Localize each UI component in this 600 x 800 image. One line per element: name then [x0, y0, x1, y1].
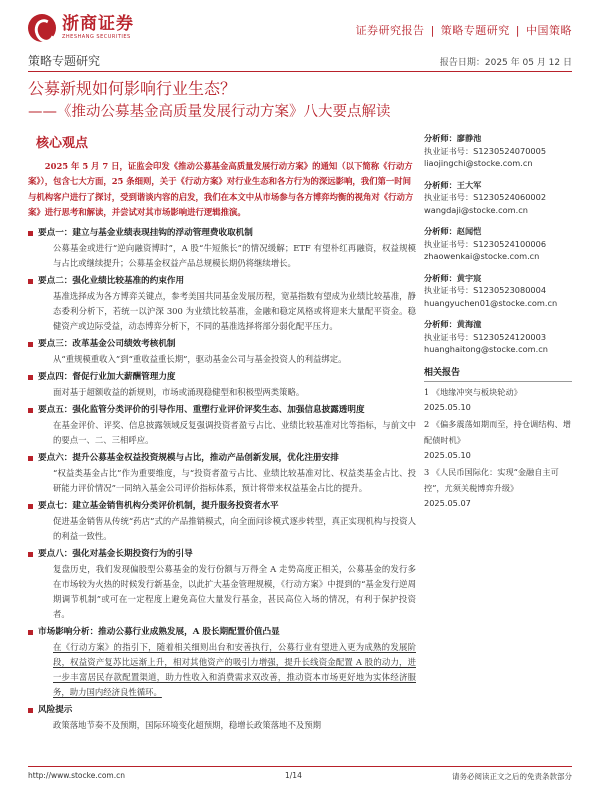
- key-point-body: 在《行动方案》的指引下，随着相关细则出台和安善执行，公募行业有望进入更为成熟的发展阶段，权益资产复苏比远渐上升，相对其他资产的吸引力增强，提升长线资金配置 A 股的动力，进一步丰富居民存款配置渠道，助力性收入和消费需求双改善，推动资本市场更好地为实体经济服务，助力国内经济良性循环。: [53, 642, 416, 698]
- disclaimer-note: 请务必阅读正文之后的免责条款部分: [452, 772, 572, 781]
- core-views-heading: 核心观点: [36, 136, 89, 151]
- analyst-cert-row: [424, 331, 572, 344]
- key-point-title: 要点三：改革基金公司绩效考核机制: [28, 337, 416, 352]
- analyst-name: 王大军: [456, 179, 482, 190]
- analyst-name-row: [424, 318, 572, 331]
- analyst-card: [424, 272, 572, 310]
- related-report-date: 2025.05.07: [424, 498, 471, 508]
- analyst-email[interactable]: wangdaji@stocke.com.cn: [424, 204, 528, 215]
- header-tag: 中国策略: [526, 24, 572, 37]
- key-point-body: 复盘历史，我们发现偏股型公募基金的发行份额与万得全 A 走势高度正相关，公募基金的发行多在市场较为火热的时候发行新基金，以此扩大基金管理规模，《行动方案》中提到的“基金发行逆周期调节机制”或可在一定程度上避免高位大量发行基金，甚民高位入场的情况，有利于保护投资者。: [53, 564, 416, 620]
- key-point: [28, 547, 416, 622]
- page-header: [28, 10, 572, 46]
- key-point: [28, 226, 416, 271]
- sidebar: [424, 132, 572, 510]
- analyst-list: [424, 132, 572, 356]
- cert-label: 执业证书号：: [424, 331, 474, 342]
- analyst-label: 分析师：: [424, 226, 457, 236]
- analyst-label: 分析师：: [424, 272, 457, 283]
- key-point-title: 要点四：督促行业加大薪酬管理力度: [28, 370, 416, 385]
- key-point-title: 要点六：提升公募基金权益投资规模与占比，推动产品创新发展，优化注册安排: [28, 451, 416, 466]
- key-point-body: 面对基于超额收益的新规则，市场或涌现稳健型和积极型两类策略。: [53, 387, 305, 398]
- analyst-email[interactable]: huanghaitong@stocke.com.cn: [424, 344, 548, 354]
- header-tags: 证券研究报告 | 策略专题研究 | 中国策略: [355, 24, 572, 37]
- key-point-body: 从“重规模重收入”到“重收益重长期”，驱动基金公司与基金投资人的利益绑定。: [53, 354, 347, 365]
- analyst-cert-row: [424, 238, 572, 251]
- report-type: 策略专题研究: [28, 54, 101, 68]
- analyst-label: 分析师：: [424, 179, 457, 190]
- analyst-email[interactable]: liaojingchi@stocke.com.cn: [424, 158, 533, 168]
- footer-website-link[interactable]: http://www.stocke.com.cn: [28, 771, 125, 780]
- analyst-card: [424, 225, 572, 263]
- cert-number: S1230524060002: [473, 192, 547, 202]
- analyst-name-row: [424, 132, 572, 145]
- cert-label: 执业证书号：: [424, 238, 474, 249]
- logo-name-en: ZHESHANG SECURITIES: [62, 34, 131, 40]
- key-point-title: 要点一：建立与基金业绩表现挂钩的浮动管理费收取机制: [28, 226, 416, 241]
- analyst-card: [424, 132, 572, 170]
- key-point: [28, 625, 416, 700]
- key-point-body: 促进基金销售从传统“药店”式的产品推销模式，向全面问诊模式逐步转型，真正实现机构与投资人的利益一致性。: [53, 516, 416, 542]
- key-point: [28, 274, 416, 334]
- header-divider: [28, 71, 572, 72]
- related-report-date: 2025.05.10: [424, 402, 471, 412]
- analyst-name: 赵闻恺: [456, 226, 482, 236]
- analyst-email[interactable]: huangyuchen01@stocke.com.cn: [424, 297, 558, 308]
- key-point-body: “权益类基金占比”作为重要维度，与“投资者盈亏占比、业绩比较基准对比、权益类基金占比、投研能力评价情况”一同纳入基金公司评价指标体系，预计将带来权益基金占比的提升。: [53, 468, 416, 494]
- related-report-link[interactable]: 1 《地缘冲突与板块轮动》: [424, 386, 522, 397]
- analyst-cert-row: [424, 145, 572, 158]
- key-point-title: 要点七：建立基金销售机构分类评价机制，提升服务投资者水平: [28, 499, 416, 514]
- analyst-name: 廖静池: [456, 133, 482, 143]
- related-reports-list: [424, 385, 572, 511]
- key-point-body: 基准选择成为各方博弈关键点，参考美国共同基金发展历程，宽基指数有望成为业绩比较基准，静态委利分析下，若统一以沪深 300 为业绩比较基准，金融和稳定风格或将迎来大量配平资金。稳健资产或边际受益，动态博弈分析下，不同的基准选择将部分弱化配平压力。: [53, 291, 416, 332]
- company-logo: [28, 10, 134, 46]
- analyst-email[interactable]: zhaowenkai@stocke.com.cn: [424, 251, 540, 261]
- cert-label: 执业证书号：: [424, 285, 474, 295]
- key-points-list: [28, 226, 416, 733]
- key-point-body: 在基金评价、评奖、信息披露领域反复强调投资者盈亏占比、业绩比较基准对比等指标，与前文中的要点一、二、三相呼应。: [53, 420, 416, 446]
- report-date: 报告日期：2025 年 05 月 12 日: [439, 58, 572, 68]
- cert-number: S1230524100006: [473, 238, 547, 249]
- key-point: [28, 451, 416, 496]
- cert-number: S1230523080004: [473, 285, 547, 295]
- key-point-title: 要点五：强化监管分类评价的引导作用、重塑行业评价评奖生态、加强信息披露透明度: [28, 403, 416, 418]
- key-point-body: 公募基金或进行“逆向融资博时”，A 股“牛短熊长”的情况缓解；ETF 有望朴红再融资，权益规模与占比或继续提升；公募基金权益产品总规模长期仍将继续增长。: [53, 243, 416, 269]
- key-point-title: 市场影响分析：推动公募行业成熟发展，A 股长期配置价值凸显: [28, 625, 416, 640]
- key-point-title: 要点八：强化对基金长期投资行为的引导: [28, 547, 416, 562]
- key-point: [28, 403, 416, 448]
- header-tag: 策略专题研究: [440, 24, 510, 37]
- analyst-card: [424, 318, 572, 356]
- cert-number: S1230524120003: [473, 331, 547, 342]
- key-point-title: 风险提示: [28, 703, 416, 718]
- core-views-lead: 2025 年 5 月 7 日，证监会印发《推动公募基金高质量发展行动方案》的通知（以下简称《行动方案》），包含七大方面，25 条细则，关于《行动方案》对行业生态和各方行为的深远影响，我们第一时间与机构客户进行了探讨，受到谐谈内容的启发，我们在本文中从市场参与各方博弈均衡的视角对《行动方案》进行思考和解读，并尝试对其市场影响进行逻辑推演。: [28, 161, 414, 217]
- key-point: [28, 337, 416, 367]
- page-number: 1/14: [285, 771, 302, 780]
- key-point-title: 要点二：强化业绩比较基准的约束作用: [28, 274, 416, 289]
- analyst-cert-row: [424, 191, 572, 204]
- analyst-name-row: [424, 225, 572, 238]
- key-point: [28, 370, 416, 400]
- cert-label: 执业证书号：: [424, 145, 474, 156]
- core-views-section: [28, 132, 416, 736]
- header-tag: 证券研究报告: [355, 24, 425, 37]
- footer-divider: [28, 766, 572, 767]
- logo-name-cn: 浙商证券: [62, 14, 134, 34]
- related-report-link[interactable]: 2 《偏多震荡如期而至，持仓调结构、增配债时机》: [424, 419, 571, 445]
- analyst-cert-row: [424, 284, 572, 297]
- analyst-name: 黄宇宸: [456, 272, 482, 283]
- analyst-name-row: [424, 272, 572, 285]
- key-point: [28, 499, 416, 544]
- analyst-label: 分析师：: [424, 133, 457, 143]
- key-point: [28, 703, 416, 733]
- report-title: 公募新规如何影响行业生态？: [28, 79, 237, 98]
- analyst-label: 分析师：: [424, 319, 457, 329]
- report-subtitle: ——《推动公募基金高质量发展行动方案》八大要点解读: [28, 104, 391, 120]
- key-point-body: 政策落地节奏不及预期，国际环境变化超预期，稳增长政策落地不及预期: [53, 720, 321, 731]
- related-report-link[interactable]: 3 《人民币国际化：实现“金融自主可控”，尤须关税博弈升级》: [424, 467, 559, 493]
- analyst-name-row: [424, 179, 572, 192]
- cert-label: 执业证书号：: [424, 192, 474, 202]
- cert-number: S1230524070005: [473, 145, 547, 156]
- logo-mark-icon: [28, 14, 56, 42]
- analyst-card: [424, 179, 572, 217]
- analyst-name: 黄海潼: [456, 319, 482, 329]
- related-report-date: 2025.05.10: [424, 450, 471, 460]
- related-reports-heading: 相关报告: [424, 365, 572, 382]
